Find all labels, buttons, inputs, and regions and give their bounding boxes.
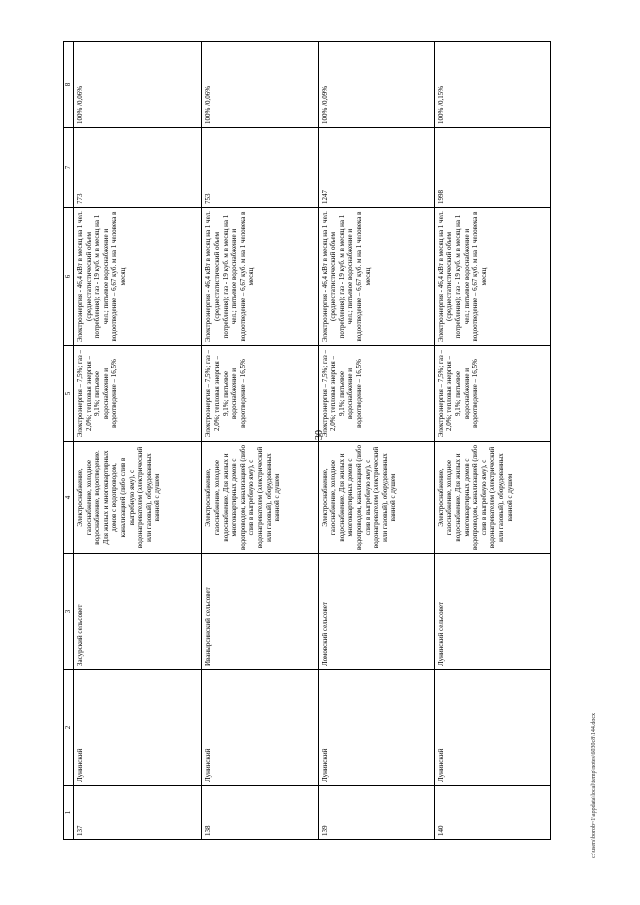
table-row	[202, 42, 318, 840]
consumption-standard: Электроэнергия - 46,4 кВт в месяц на 1 чел. (среднестатистический объем потребления); газ - 19 куб. м в месяц на 1 чел.; питьевое водоснабжение и водоотведение – 6,67 куб. м на 1 человека в месяц	[318, 208, 434, 346]
population-count: 753	[202, 128, 318, 208]
share-indicator: Электроэнергия – 7,5%; газ – 2,0%; тепловая энергия – 9,1%; питьевое водоснабжение и водоотведение – 16,5%	[434, 346, 550, 442]
population-count: 773	[74, 128, 202, 208]
column-number: 2	[64, 670, 74, 786]
council-name: Ломовский сельсовет	[318, 554, 434, 670]
consumption-standard: Электроэнергия - 46,4 кВт в месяц на 1 чел. (среднестатистический объем потребления); газ - 19 куб. м в месяц на 1 чел.; питьевое водоснабжение и водоотведение – 6,67 куб. м на 1 человека в месяц	[434, 208, 550, 346]
page-number: 30	[314, 430, 325, 440]
population-count: 1247	[318, 128, 434, 208]
utility-services: Электроснабжение, газоснабжение, холодное водоснабжение. Для жилых и многоквартирных домов с водопроводом, канализацией (либо слив в выгребную яму), с водонагревателем (электрический или газовый), оборудованных ванной с душем	[202, 442, 318, 554]
limit-percentage: 100% /0,09%	[318, 42, 434, 128]
district-name: Лунинский	[74, 670, 202, 786]
utility-services: Электроснабжение, газоснабжение, холодное водоснабжение, водоотведение. Для жилых и многоквартирных домов с водопроводом, канализацией (либо слив в выгребную яму), с водонагревателем (электрический или газовый), оборудованных ванной с душем	[74, 442, 202, 554]
district-name: Лунинский	[318, 670, 434, 786]
column-number: 3	[64, 554, 74, 670]
column-number-row	[64, 42, 74, 840]
table-row	[434, 42, 550, 840]
council-name: Засурский сельсовет	[74, 554, 202, 670]
column-number: 5	[64, 346, 74, 442]
limit-percentage: 100% /0,15%	[434, 42, 550, 128]
document-table-rotated	[63, 42, 551, 840]
column-number: 8	[64, 42, 74, 128]
share-indicator: Электроэнергия – 7,5%; газ – 2,0%; тепловая энергия – 9,1%; питьевое водоснабжение и водоотведение – 16,5%	[202, 346, 318, 442]
council-name: Иванырсинский сельсовет	[202, 554, 318, 670]
table-row	[74, 42, 202, 840]
column-number: 7	[64, 128, 74, 208]
row-number: 137	[74, 786, 202, 840]
utility-services: Электроснабжение, газоснабжение, холодное водоснабжение. Для жилых и многоквартирных домов с водопроводом, канализацией (либо слив в выгребную яму), с водонагревателем (электрический или газовый), оборудованных ванной с душем	[434, 442, 550, 554]
population-count: 1998	[434, 128, 550, 208]
column-number: 4	[64, 442, 74, 554]
row-number: 140	[434, 786, 550, 840]
utility-services: Электроснабжение, газоснабжение, холодное водоснабжение. Для жилых и многоквартирных домов с водопроводом, канализацией (либо слив в выгребную яму), с водонагревателем (электрический или газовый), оборудованных ванной с душем	[318, 442, 434, 554]
council-name: Лунинский сельсовет	[434, 554, 550, 670]
row-number: 138	[202, 786, 318, 840]
table-row	[318, 42, 434, 840]
district-name: Лунинский	[202, 670, 318, 786]
limit-percentage: 100% /0,06%	[74, 42, 202, 128]
share-indicator: Электроэнергия – 7,5%; газ – 2,0%; тепловая энергия – 9,1%; питьевое водоснабжение и водоотведение – 16,5%	[74, 346, 202, 442]
share-indicator: Электроэнергия – 7,5%; газ – 2,0%; тепловая энергия – 9,1%; питьевое водоснабжение и водоотведение – 16,5%	[318, 346, 434, 442]
column-number: 1	[64, 786, 74, 840]
district-name: Лунинский	[434, 670, 550, 786]
limit-percentage: 100% /0,06%	[202, 42, 318, 128]
column-number: 6	[64, 208, 74, 346]
consumption-standard: Электроэнергия - 46,4 кВт в месяц на 1 чел. (среднестатистический объем потребления); газ - 19 куб. м в месяц на 1 чел.; питьевое водоснабжение и водоотведение – 6,67 куб. м на 1 человека в месяц	[74, 208, 202, 346]
document-table	[63, 41, 551, 840]
footer-file-path: c:\users\borob~1\appdata\local\temp\notes\6030c8\144.docx	[591, 712, 597, 858]
consumption-standard: Электроэнергия - 46,4 кВт в месяц на 1 чел. (среднестатистический объем потребления); газ - 19 куб. м в месяц на 1 чел.; питьевое водоснабжение и водоотведение – 6,67 куб. м на 1 человека в месяц	[202, 208, 318, 346]
row-number: 139	[318, 786, 434, 840]
